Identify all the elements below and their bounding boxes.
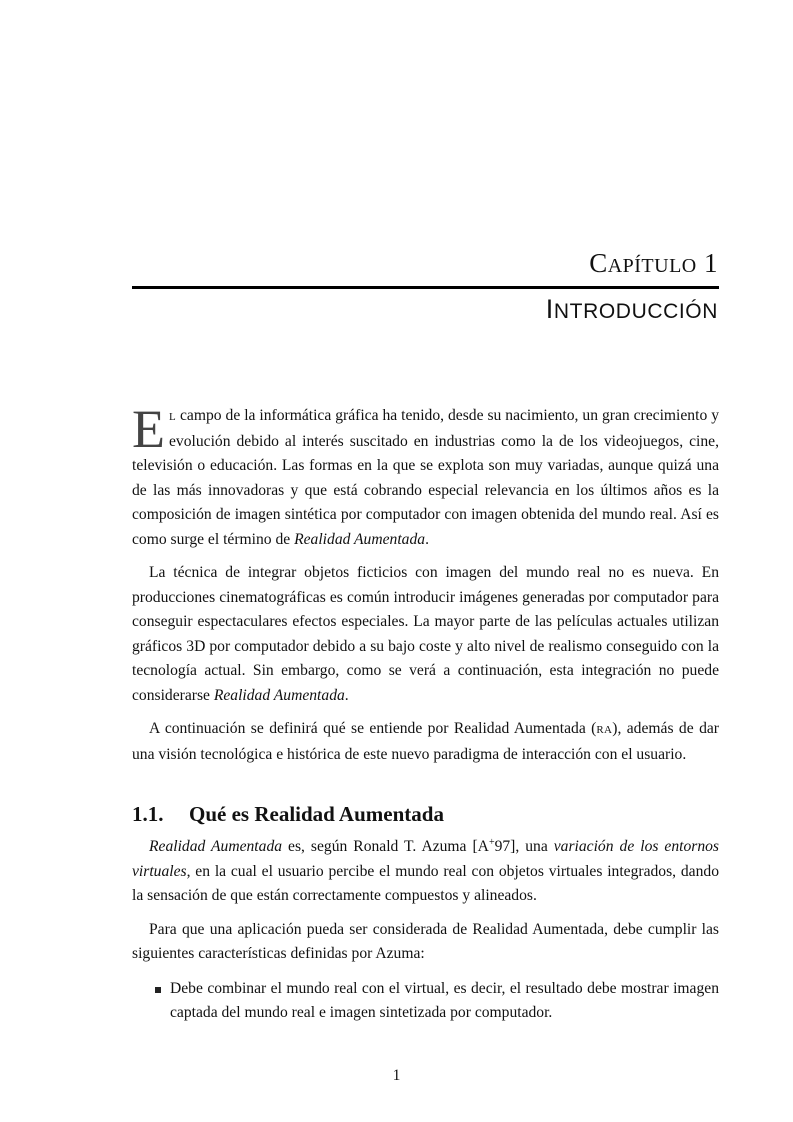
section-paragraph-1 bbox=[132, 835, 719, 909]
intro-p2-text: La técnica de integrar objetos ficticios con imagen del mundo real no es nueva. En producciones cinematográficas es común introducir imágenes generadas por computador para conseguir espectaculares efectos especiales. La mayor parte de las películas actuales utilizan gráficos 3D por computador debido a su bajo coste y alto nivel de realismo conseguido con la tecnología actual. Sin embargo, como se verá a continuación, esta integración no puede considerarse bbox=[132, 564, 719, 704]
section-title: Qué es Realidad Aumentada bbox=[189, 802, 444, 826]
list-item-text: Debe combinar el mundo real con el virtual, es decir, el resultado debe mostrar imagen captada del mundo real e imagen sintetizada por computador. bbox=[170, 979, 719, 1021]
intro-p1-term: Realidad Aumentada bbox=[294, 530, 426, 548]
chapter-rule bbox=[132, 286, 719, 289]
bullet-square-icon bbox=[155, 987, 161, 993]
intro-p1-end: . bbox=[425, 530, 429, 548]
body-text bbox=[132, 399, 720, 1026]
section-p1-text-c: , en la cual el usuario percibe el mundo real con objetos virtuales integrados, dando la sensación de que están correctamente compuestos y alineados. bbox=[132, 862, 719, 904]
section-p2-text: Para que una aplicación pueda ser considerada de Realidad Aumentada, debe cumplir las siguientes características definidas por Azuma: bbox=[132, 920, 719, 962]
citation-superscript: + bbox=[488, 837, 495, 848]
intro-p1-text: campo de la informática gráfica ha tenido, desde su nacimiento, un gran crecimiento y evolución debido al interés suscitado en industrias como la de los videojuegos, cine, televisión o educación. Las formas en la que se explota son muy variadas, aunque quizá una de las más innovadoras y que está cobrando especial relevancia en los últimos años es la composición de imagen sintética por computador con imagen obtenida del mundo real. Así es como surge el término de bbox=[132, 407, 719, 548]
intro-paragraph-2 bbox=[132, 561, 719, 708]
chapter-label-rest: APÍTULO bbox=[607, 255, 697, 277]
section-p1-quote: variación de los entornos virtuales bbox=[132, 838, 720, 880]
section-paragraph-2 bbox=[132, 918, 719, 967]
intro-paragraph-3 bbox=[132, 717, 719, 767]
section-p1-text-a: es, según Ronald T. Azuma [A bbox=[282, 838, 489, 855]
small-cap-letter: L bbox=[169, 411, 177, 423]
section-heading bbox=[132, 801, 719, 827]
chapter-title-rest: NTRODUCCIÓN bbox=[553, 300, 718, 323]
chapter-label bbox=[589, 250, 718, 277]
chapter-title-initial: I bbox=[545, 294, 554, 324]
chapter-title bbox=[546, 296, 718, 323]
list-item bbox=[170, 977, 719, 1026]
chapter-number: 1 bbox=[704, 248, 718, 278]
intro-p2-end: . bbox=[344, 686, 349, 704]
section-p1-text-b: 97], una bbox=[494, 838, 554, 855]
drop-cap: E bbox=[132, 399, 165, 459]
section-number: 1.1. bbox=[132, 802, 164, 826]
intro-p3-text: A continuación se definirá qué se entiende por Realidad Aumentada ( bbox=[149, 720, 597, 737]
intro-p3-end: ), además de dar una visión tecnológica e histórica de este nuevo paradigma de interacción con el usuario. bbox=[132, 720, 719, 763]
page-number: 1 bbox=[392, 1067, 401, 1084]
feature-list bbox=[132, 977, 719, 1026]
intro-p2-term: Realidad Aumentada bbox=[213, 686, 345, 704]
abbreviation: RA bbox=[596, 724, 613, 736]
intro-paragraph-1 bbox=[132, 399, 719, 552]
chapter-label-initial: C bbox=[589, 248, 608, 278]
section-p1-term: Realidad Aumentada bbox=[149, 838, 283, 855]
